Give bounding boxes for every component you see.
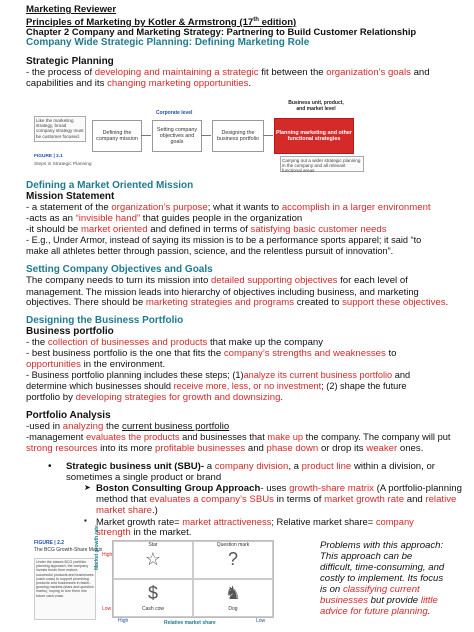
para-line: portfolio by developing strategies for growth and downsizing. <box>26 392 284 403</box>
x-axis-label: Relative market share <box>164 620 216 626</box>
para-line: method that evaluates a company’s SBUs in terms of market growth rate and relative <box>96 494 457 505</box>
subheading-mission-statement: Mission Statement <box>26 191 115 202</box>
chapter-title: Chapter 2 Company and Marketing Strategy: Partnering to Build Customer Relationship <box>26 26 417 37</box>
para-line: The company needs to turn its mission into detailed supporting objectives for each level of <box>26 275 408 286</box>
heading-objectives: Setting Company Objectives and Goals <box>26 264 213 275</box>
arrow-icon <box>141 135 151 136</box>
note-line: is on classifying current <box>320 584 420 595</box>
para-line: strong resources into its more profitable businesses and phase down or drop its weaker ones. <box>26 443 424 454</box>
arrow-icon <box>263 135 273 136</box>
step-box: Defining the company mission <box>92 120 142 152</box>
matrix-grid <box>112 540 274 618</box>
arrow-icon <box>201 135 211 136</box>
figure-note: Carrying out a wider strategic planning in the company and all relevant functional areas <box>280 156 364 172</box>
note-line: This approach can be <box>320 551 413 562</box>
step-box: Setting company objectives and goals <box>152 120 202 152</box>
heading-portfolio: Designing the Business Portfolio <box>26 315 184 326</box>
quadrant-label: Cash cow <box>142 606 164 612</box>
para-line: Market growth rate= market attractiveness; Relative market share= company <box>96 516 414 527</box>
quadrant-dog <box>193 579 273 617</box>
corporate-level-label: Corporate level <box>156 110 193 116</box>
figure-caption-number: FIGURE | 2.1 <box>34 154 63 159</box>
para-line: opportunities in the environment. <box>26 359 166 370</box>
para-line: sometimes a single product or brand <box>66 472 222 483</box>
axis-high-label: High <box>118 618 129 624</box>
book-reference: Principles of Marketing by Kotler & Armstrong (17th edition) <box>26 17 297 29</box>
step-box-highlight: Planning marketing and other functional strategies <box>274 118 354 154</box>
doc-title: Marketing Reviewer <box>26 4 117 15</box>
bullet-icon: • <box>48 461 52 472</box>
para-line: Strategic business unit (SBU)- a company division, a product line within a division, or <box>66 461 435 472</box>
figure-caption: Steps in Strategic Planning <box>34 162 92 167</box>
quadrant-label: Question mark <box>216 542 250 548</box>
para-line: strength in the market. <box>96 527 192 538</box>
note-line: advice for future planning. <box>320 606 431 617</box>
quadrant-label: Dog <box>228 606 238 612</box>
para-line: capabilities and its changing marketing opportunities. <box>26 78 252 89</box>
arrow-bullet-icon: ➤ <box>84 483 91 492</box>
para-line: -acts as an “invisible hand” that guides people in the organization <box>26 213 303 224</box>
star-icon: ☆ <box>144 549 162 569</box>
para-line: -management evaluates the products and businesses that make up the company. The company will put <box>26 432 451 442</box>
note-line: difficult, time-consuming, and <box>320 562 445 573</box>
note-line: businesses but provide little <box>320 595 438 606</box>
para-line: - the process of developing and maintaining a strategic fit between the organization’s goals and <box>26 67 430 78</box>
para-line: - a statement of the organization’s purpose; what it wants to accomplish in a larger environment <box>26 202 431 213</box>
quadrant-cash-cow <box>113 579 193 617</box>
para-line: -used in analyzing the current business portfolio <box>26 421 230 432</box>
figure-note: Like the marketing strategy, broad company strategy must be customer focused. <box>34 116 86 142</box>
para-line: -it should be market oriented and defined in terms of satisfying basic customer needs <box>26 224 387 235</box>
heading-strategic-planning: Strategic Planning <box>26 56 114 67</box>
para-line: objectives. There should be marketing strategies and programs created to support these objectives. <box>26 297 449 308</box>
quadrant-question-mark <box>193 541 273 579</box>
note-line: Problems with this approach: <box>320 540 444 551</box>
para-line: market share.) <box>96 505 158 516</box>
business-unit-label: Business unit, product, and market level <box>288 100 344 112</box>
dollar-icon: $ <box>147 583 158 603</box>
heading-portfolio-analysis: Portfolio Analysis <box>26 410 111 421</box>
square-bullet-icon: ▪ <box>84 516 87 525</box>
figure-caption-number: FIGURE | 2.2 <box>34 540 65 546</box>
quadrant-star <box>113 541 193 579</box>
figure-caption: The BCG Growth-Share Matrix <box>34 547 103 553</box>
para-line: - Business portfolio planning includes these steps; (1)analyze its current business portfolio and <box>26 370 411 380</box>
para-line: - E.g., Under Armor, instead of saying its mission is to be a performance sports apparel; it said “to <box>26 235 422 245</box>
dog-icon: ♞ <box>224 583 242 603</box>
para-line: determine which businesses should receive more, less, or no investment; (2) shape the future <box>26 381 407 391</box>
heading-mission: Defining a Market Oriented Mission <box>26 180 194 191</box>
axis-low-label: Low <box>256 618 266 624</box>
axis-low-label: Low <box>102 606 112 612</box>
para-line: - best business portfolio is the one that fits the company’s strengths and weaknesses to <box>26 348 397 359</box>
para-line: management. The mission leads into hierarchy of objectives including business, and marketing <box>26 286 419 297</box>
question-mark-icon: ? <box>227 549 238 569</box>
note-line: costly to implement. Its focus <box>320 573 444 584</box>
para-line: - the collection of businesses and products that make up the company <box>26 337 324 348</box>
subheading-business-portfolio: Business portfolio <box>26 326 114 337</box>
para-line: make all athletes better through passion, science, and the relentless pursuit of innovation”. <box>26 246 394 256</box>
para-line: Boston Consulting Group Approach- uses growth-share matrix (A portfolio-planning <box>96 483 462 494</box>
step-box: Designing the business portfolio <box>212 120 264 152</box>
figure-note: Under the classic BCG portfolio planning approach, the company invests funds from mature, successful products and businesses (cash cows) to support promising products and businesses in faster-growing markets (stars and question marks), hoping to turn them into future cash cows. <box>34 558 96 620</box>
y-axis-label: Market growth rate <box>94 525 100 570</box>
axis-high-label: High <box>102 552 113 558</box>
figure-strategic-planning-steps <box>34 100 366 174</box>
section-subtitle: Company Wide Strategic Planning: Defining Marketing Role <box>26 37 310 48</box>
quadrant-label: Star <box>148 542 158 548</box>
